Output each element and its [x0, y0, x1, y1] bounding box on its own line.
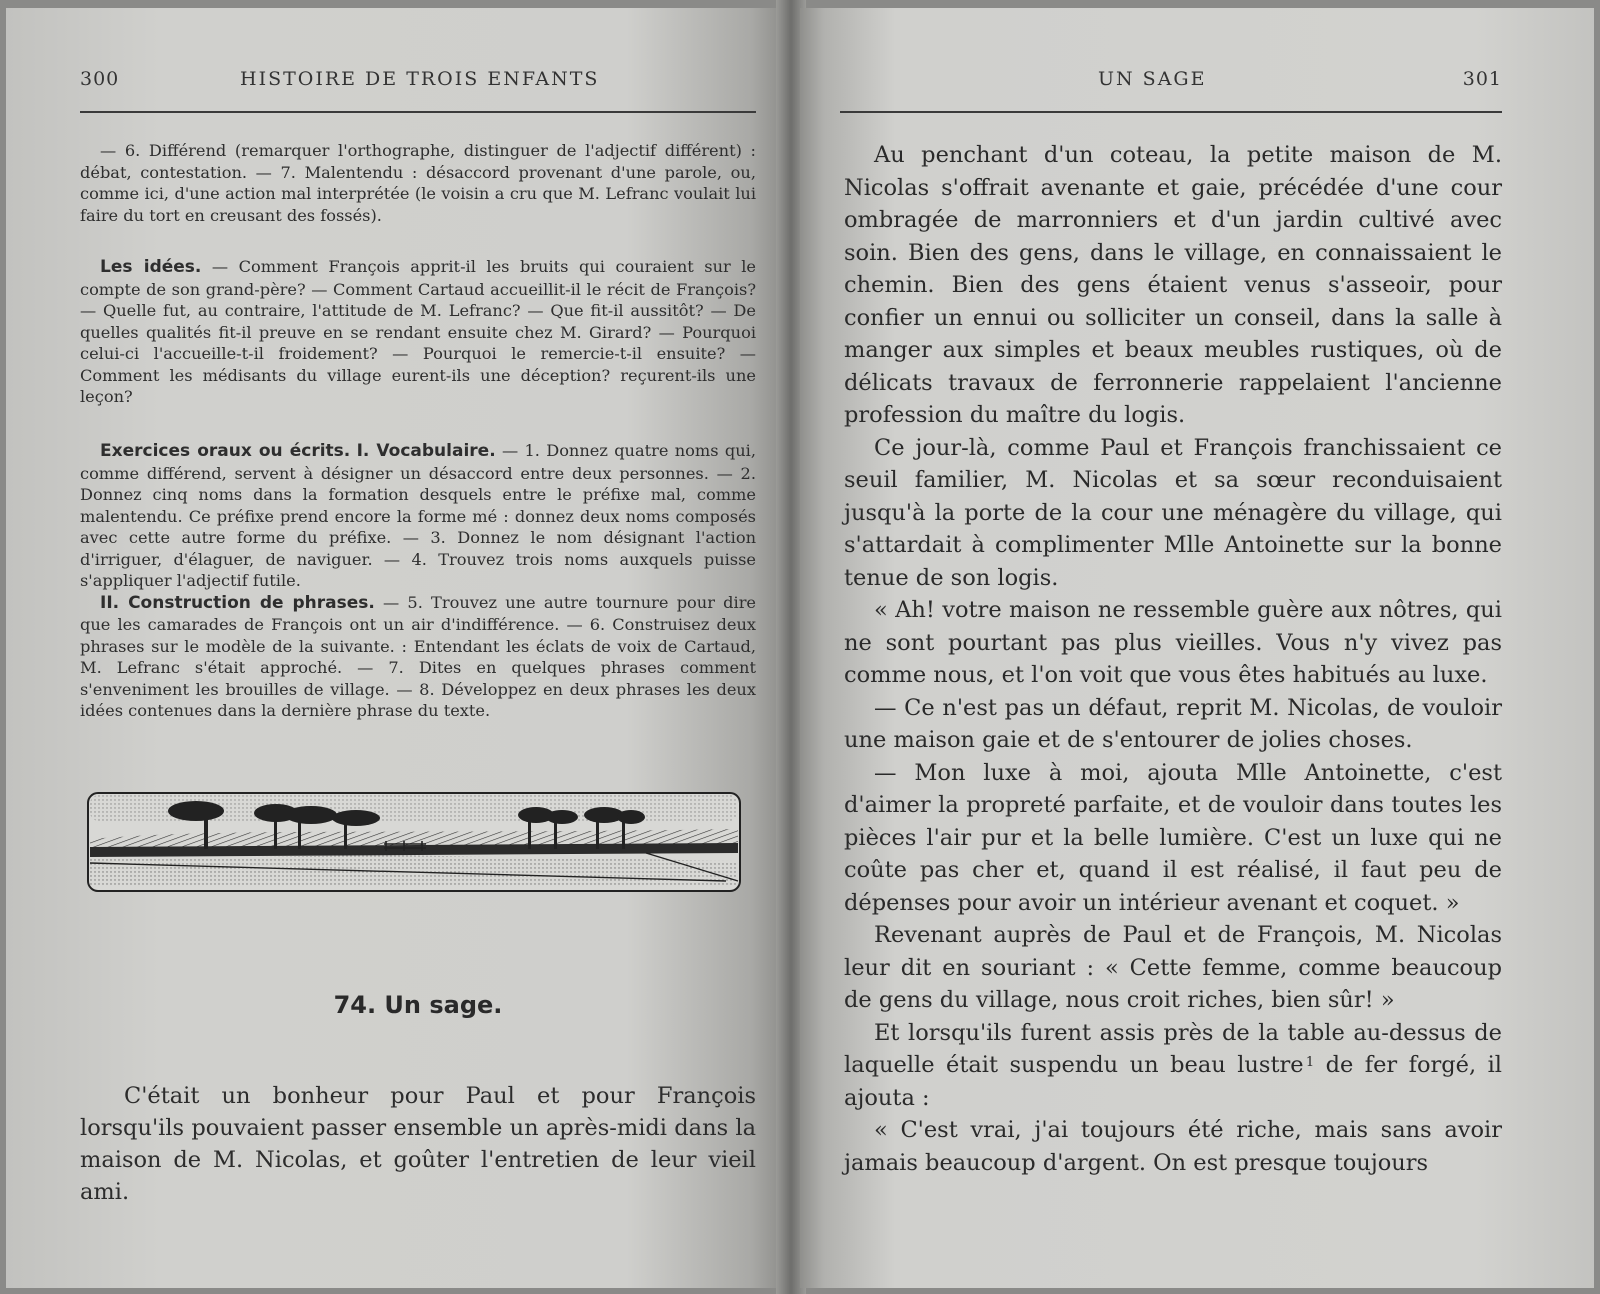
- right-page-header: [844, 68, 1502, 98]
- left-page: [6, 8, 782, 1288]
- ideas-section: [80, 256, 756, 408]
- paragraph-7: [844, 1017, 1502, 1115]
- paragraph-7-after: de fer forgé, il ajouta :: [844, 1052, 1503, 1111]
- right-page-number: 301: [1462, 68, 1502, 90]
- paragraph-2: Ce jour-là, comme Paul et François franchissaient ce seuil familier, M. Nicolas et sa sœur reconduisaient jusqu'à la porte de la cour une ménagère du village, qui s'attardait à complimenter Mlle Antoinette sur la bonne tenue de son logis.: [844, 434, 1502, 591]
- paragraph-5: — Mon luxe à moi, ajouta Mlle Antoinette, c'est d'aimer la propreté parfaite, et de vouloir dans toutes les pièces l'air pur et la belle lumière. C'est un luxe qui ne coûte pas cher et, quand il est réalisé, il faut peu de dépenses pour avoir un intérieur avenant et coquet. »: [844, 759, 1502, 916]
- paragraph-1: Au penchant d'un coteau, la petite maison de M. Nicolas s'offrait avenante et gaie, précédée d'une cour ombragée de marronniers et d'un jardin cultivé avec soin. Bien des gens, dans le village, en connaissaient le chemin. Bien des gens étaient venus s'asseoir, pour confier un ennui ou solliciter un conseil, dans la salle à manger aux simples et beaux meubles rustiques, où de délicats travaux de ferronnerie rappelaient l'ancienne profession du maître du logis.: [844, 142, 1502, 428]
- paragraph-7-before: Et lorsqu'ils furent assis près de la table au-dessus de laquelle était suspendu un beau lustre: [844, 1019, 1502, 1078]
- paragraph-8: « C'est vrai, j'ai toujours été riche, mais sans avoir jamais beaucoup d'argent. On est presque toujours: [844, 1117, 1502, 1176]
- chapter-title: 74. Un sage.: [333, 991, 503, 1019]
- opening-paragraph: C'était un bonheur pour Paul et pour François lorsqu'ils pouvaient passer ensemble un après-midi dans la maison de M. Nicolas, et goûter l'entretien de leur vieil ami.: [80, 1083, 756, 1205]
- exercises-text-2: — 5. Trouvez une autre tournure pour dire que les camarades de François ont un air d'indifférence. — 6. Construisez deux phrases sur le modèle de la suivante. : Entendant les éclats de voix de Cartaud, M. Lefranc s'était approché. — 7. Dites en quelques phrases comment s'enveniment les brouilles de village. — 8. Développez en deux phrases les deux idées contenues dans la dernière phrase du texte.: [80, 592, 757, 720]
- right-page: [800, 8, 1594, 1288]
- ideas-label: Les idées.: [100, 257, 202, 277]
- right-header-rule: [840, 111, 1502, 113]
- paragraph-4: — Ce n'est pas un défaut, reprit M. Nicolas, de vouloir une maison gaie et de s'entourer de jolies choses.: [844, 694, 1502, 753]
- paragraph-3: « Ah! votre maison ne ressemble guère aux nôtres, qui ne sont pourtant pas plus vieilles. Vous n'y vivez pas comme nous, et l'on voit que vous êtes habitués au luxe.: [844, 597, 1502, 688]
- notes-text: — 6. Différend (remarquer l'orthographe, distinguer de l'adjectif différent) : débat, contestation. — 7. Malentendu : désaccord provenant d'une parole, ou, comme ici, d'une action mal interprétée (le voisin a cru que M. Lefranc voulait lui faire du tort en creusant des fossés).: [80, 141, 756, 225]
- ideas-text: — Comment François apprit-il les bruits qui couraient sur le compte de son grand-père? — Comment Cartaud accueillit-il le récit de François? — Quelle fut, au contraire, l'attitude de M. Lefranc? — Que fit-il aussitôt? — De quelles qualités fit-il preuve en se rendant ensuite chez M. Girard? — Pourquoi celui-ci l'accueille-t-il froidement? — Pourquoi le remercie-t-il ensuite? — Comment les médisants du village eurent-ils une déception? reçurent-ils une leçon?: [80, 257, 756, 406]
- exercises-paragraph-1: [80, 440, 756, 592]
- right-page-body: [844, 139, 1502, 1179]
- exercises-sub1-label: I. Vocabulaire.: [356, 441, 496, 461]
- exercises-label: Exercices oraux ou écrits.: [100, 441, 351, 461]
- left-running-title: HISTOIRE DE TROIS ENFANTS: [240, 68, 600, 90]
- chapter-opening: [80, 1080, 756, 1208]
- exercises-sub2-label: II. Construction de phrases.: [100, 592, 375, 613]
- left-header-rule: [80, 111, 756, 113]
- right-running-title: UN SAGE: [1098, 68, 1207, 90]
- landscape-engraving: [86, 791, 742, 893]
- vocabulary-notes: [80, 140, 756, 226]
- left-page-number: 300: [80, 68, 120, 90]
- footnote-marker: 1: [1305, 1055, 1315, 1070]
- left-page-header: [80, 68, 756, 98]
- exercises-text-1: — 1. Donnez quatre noms qui, comme différend, servent à désigner un désaccord entre deux personnes. — 2. Donnez cinq noms dans la formation desquels entre le préfixe mal, comme malentendu. Ce préfixe prend encore la forme mé : donnez deux noms composés avec cette autre forme du préfixe. — 3. Donnez le nom désignant l'action d'irriguer, d'élaguer, de naviguer. — 4. Trouvez trois noms auxquels puisse s'appliquer l'adjectif futile.: [80, 441, 756, 590]
- exercises-section: [80, 440, 756, 722]
- paragraph-6: Revenant auprès de Paul et de François, M. Nicolas leur dit en souriant : « Cette femme, comme beaucoup de gens du village, nous croit riches, bien sûr! »: [844, 922, 1502, 1013]
- ideas-paragraph: [80, 256, 756, 408]
- exercises-paragraph-2: [80, 592, 756, 722]
